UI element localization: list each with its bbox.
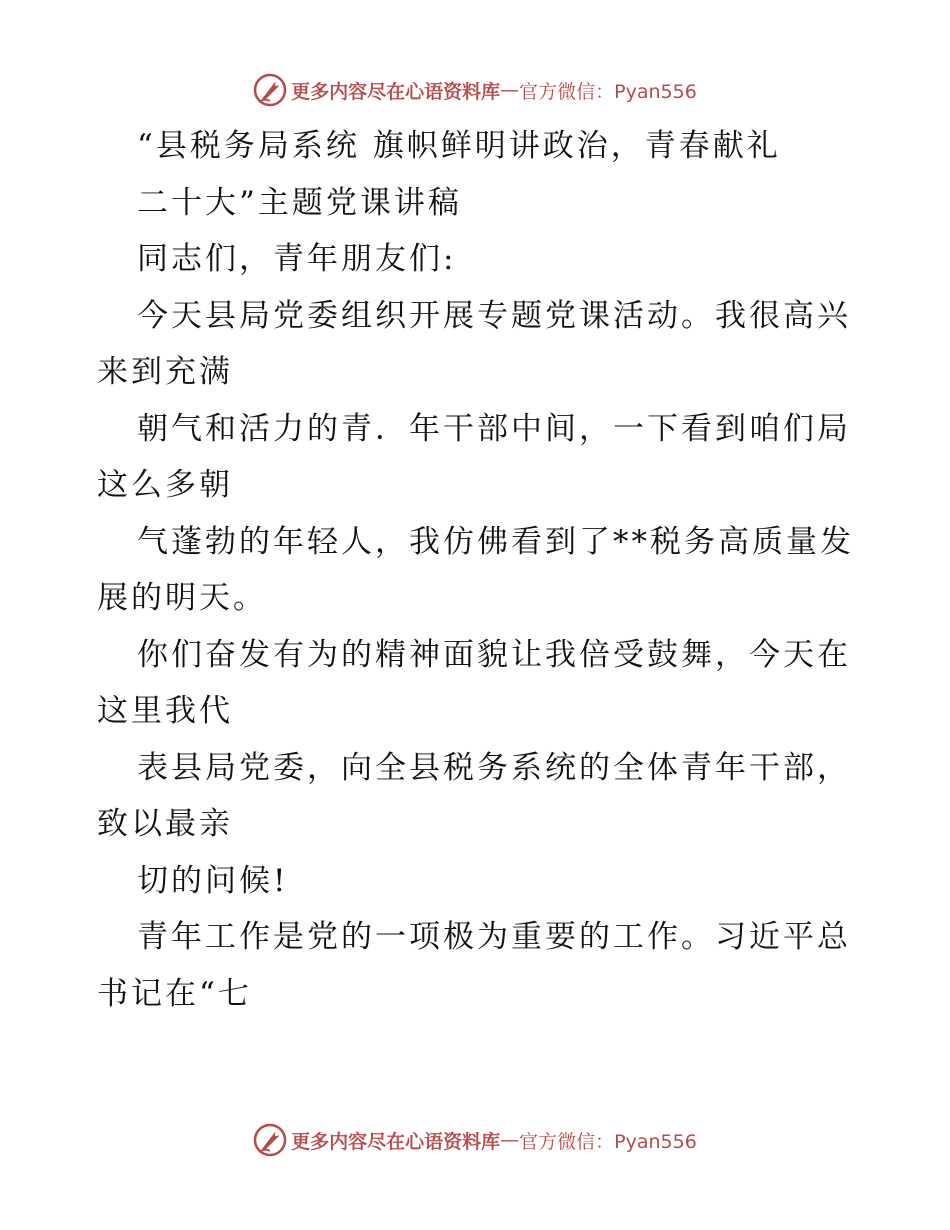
- header-banner: [0, 70, 950, 110]
- salutation: 同志们，青年朋友们:: [137, 241, 457, 277]
- paragraph-line: 这么多朝: [97, 467, 233, 503]
- paragraph-line: 青年工作是党的一项极为重要的工作。习近平总: [137, 919, 851, 955]
- pen-nib-logo-icon: [253, 73, 287, 107]
- paragraph-line: 气蓬勃的年轻人，我仿佛看到了**税务高质量发: [137, 523, 854, 560]
- header-brand-text: 更多内容尽在心语资料库: [291, 80, 501, 103]
- footer-wechat-text: 官方微信：Pyan556: [519, 1130, 697, 1153]
- paragraph-line: 书记在“七: [97, 975, 252, 1012]
- paragraph-line: 今天县局党委组织开展专题党课活动。我很高兴: [137, 297, 851, 334]
- paragraph-line: 切的问候!: [137, 862, 289, 899]
- document-title-line-1: “县税务局系统 旗帜鲜明讲政治，青春献礼: [137, 128, 781, 164]
- paragraph-line: 你们奋发有为的精神面貌让我倍受鼓舞，今天在: [137, 636, 851, 673]
- paragraph-line: 来到充满: [97, 354, 233, 390]
- paragraph-line: 这里我代: [97, 693, 233, 729]
- footer-banner: [0, 1120, 950, 1160]
- document-title-line-2: 二十大”主题党课讲稿: [137, 184, 462, 221]
- paragraph-line: 致以最亲: [97, 806, 233, 842]
- document-body: [97, 118, 857, 1022]
- paragraph-line: 朝气和活力的青．年干部中间，一下看到咱们局: [137, 410, 851, 447]
- footer-brand-text: 更多内容尽在心语资料库: [291, 1130, 501, 1153]
- header-separator: —: [500, 79, 520, 101]
- paragraph-line: 表县局党委，向全县税务系统的全体青年干部，: [137, 749, 851, 786]
- footer-separator: —: [500, 1129, 520, 1151]
- header-wechat-text: 官方微信：Pyan556: [519, 80, 697, 103]
- pen-nib-logo-icon: [253, 1123, 287, 1157]
- paragraph-line: 展的明天。: [97, 580, 267, 616]
